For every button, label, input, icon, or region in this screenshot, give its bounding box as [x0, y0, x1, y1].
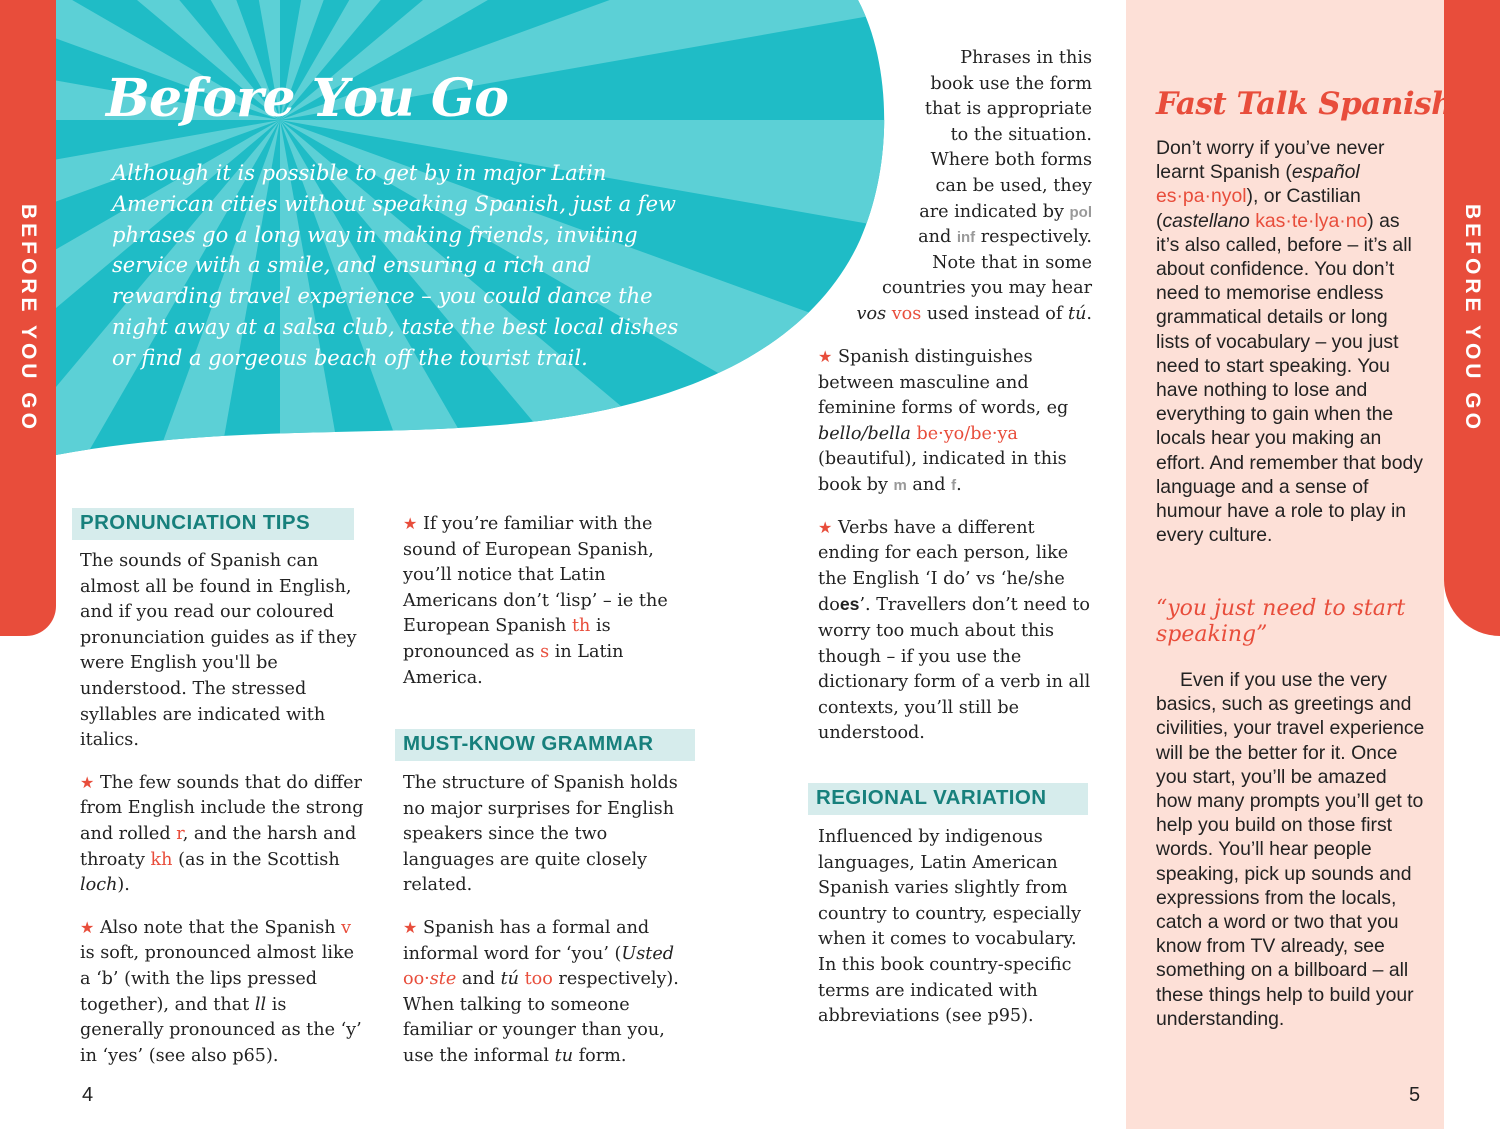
gender-paragraph: ★ Spanish distinguishes between masculine and feminine forms of words, eg bello/bella be·yo/be·ya (beautiful), indicated in this book by m and f. — [818, 347, 1069, 495]
star-icon: ★ — [818, 347, 833, 366]
side-tab-right-label: BEFORE YOU GO — [1461, 203, 1484, 433]
phrases-line: book use the form — [930, 73, 1092, 94]
page-number-left: 4 — [82, 1084, 94, 1106]
col3-body — [818, 344, 1093, 763]
regional-body: Influenced by indigenous languages, Latin American Spanish varies slightly from country to country, especially when it comes to vocabulary. In this book country-specific terms are indicated with abbreviations (see p95). — [818, 827, 1082, 1027]
verbs-paragraph: ★ Verbs have a different ending for each person, like the English ‘I do’ vs ‘he/she does’. Travellers don’t need to worry too much about this though – if you use the dictionary form of a verb in all contexts, you’ll still be understood. — [818, 517, 1091, 744]
star-icon: ★ — [80, 917, 95, 937]
phrases-note: Phrases in this book use the form that is appropriate to the situation. Where both forms can be used, they are indicated by pol and inf respectively. Note that in some countries you may hear vos vos used instead of tú. — [830, 46, 1092, 328]
phrases-line: to the situation. — [950, 124, 1092, 145]
grammar-p1: The structure of Spanish holds no major surprises for English speakers since the two languages are quite closely related. — [403, 773, 678, 896]
page-title: Before You Go — [106, 68, 508, 129]
phrases-line: Phrases in this — [960, 48, 1092, 68]
pronunciation-heading: PRONUNCIATION TIPS — [72, 508, 354, 540]
pronunciation-p1: The sounds of Spanish can almost all be found in English, and if you read our coloured pronunciation guides as if they were English you'll be understood. The stressed syllables are indicated with italics. — [80, 551, 357, 751]
intro-text: Although it is possible to get by in major Latin American cities without speaking Spanish, just a few phrases go a long way in making friends, inviting service with a smile, and ensuring a rich and rewarding travel experience – you could dance the night away at a salsa club, taste the best local dishes or find a gorgeous beach off the tourist trail. — [112, 161, 679, 370]
grammar-body — [403, 771, 693, 1086]
lisp-paragraph: ★ If you’re familiar with the sound of European Spanish, you’ll notice that Latin Americans don’t ‘lisp’ – ie the European Spanish th is pronounced as s in Latin America. — [403, 514, 668, 688]
star-icon: ★ — [818, 517, 833, 537]
fast-talk-title: Fast Talk Spanish — [1156, 86, 1454, 122]
page-number-right: 5 — [1409, 1084, 1421, 1106]
pronunciation-body — [80, 549, 370, 1085]
phrases-line: can be used, they — [935, 175, 1092, 196]
regional-heading: REGIONAL VARIATION — [808, 783, 1088, 815]
phrases-line: that is appropriate — [924, 99, 1092, 120]
star-icon: ★ — [80, 772, 95, 792]
grammar-p2: ★ Spanish has a formal and informal word for ‘you’ (Usted oo·ste and tú too respectively). When talking to someone familiar or younger than you, use the informal tu form. — [403, 917, 679, 1066]
fast-talk-p1: Don’t worry if you’ve never learnt Spanish (español es·pa·nyol), or Castilian (castellano kas·te·lya·no) as it’s also called, before – it’s all about confidence. You don’t need to memorise endless grammatical details or long lists of vocabulary – you just need to start speaking. You have nothing to lose and everything to gain when the locals hear you making an effort. And remember that body language and a sense of humour have a role to play in every culture. — [1156, 137, 1423, 547]
star-icon: ★ — [403, 917, 418, 937]
pronunciation-p3: ★ Also note that the Spanish v is soft, pronounced almost like a ‘b’ (with the lips pressed together), and that ll is generally pronounced as the ‘y’ in ‘yes’ (see also p65). — [80, 917, 362, 1066]
fast-talk-p2: Even if you use the very basics, such as greetings and civilities, your travel experience will be the better for it. Once you start, you’ll be amazed how many prompts you’ll get to help you build on those first words. You’ll hear people speaking, pick up sounds and expressions from the locals, catch a word or two that you know from TV already, see something on a billboard – all these things help to build your understanding. — [1156, 669, 1425, 1030]
side-tab-left-label: BEFORE YOU GO — [17, 203, 40, 433]
star-icon: ★ — [403, 514, 418, 533]
pull-quote: “you just need to start speaking” — [1156, 596, 1406, 647]
phrases-line: Where both forms — [930, 150, 1092, 171]
grammar-heading: MUST-KNOW GRAMMAR — [395, 729, 695, 761]
pronunciation-p2: ★ The few sounds that do differ from English include the strong and rolled r, and the harsh and throaty kh (as in the Scottish loch). — [80, 772, 364, 896]
